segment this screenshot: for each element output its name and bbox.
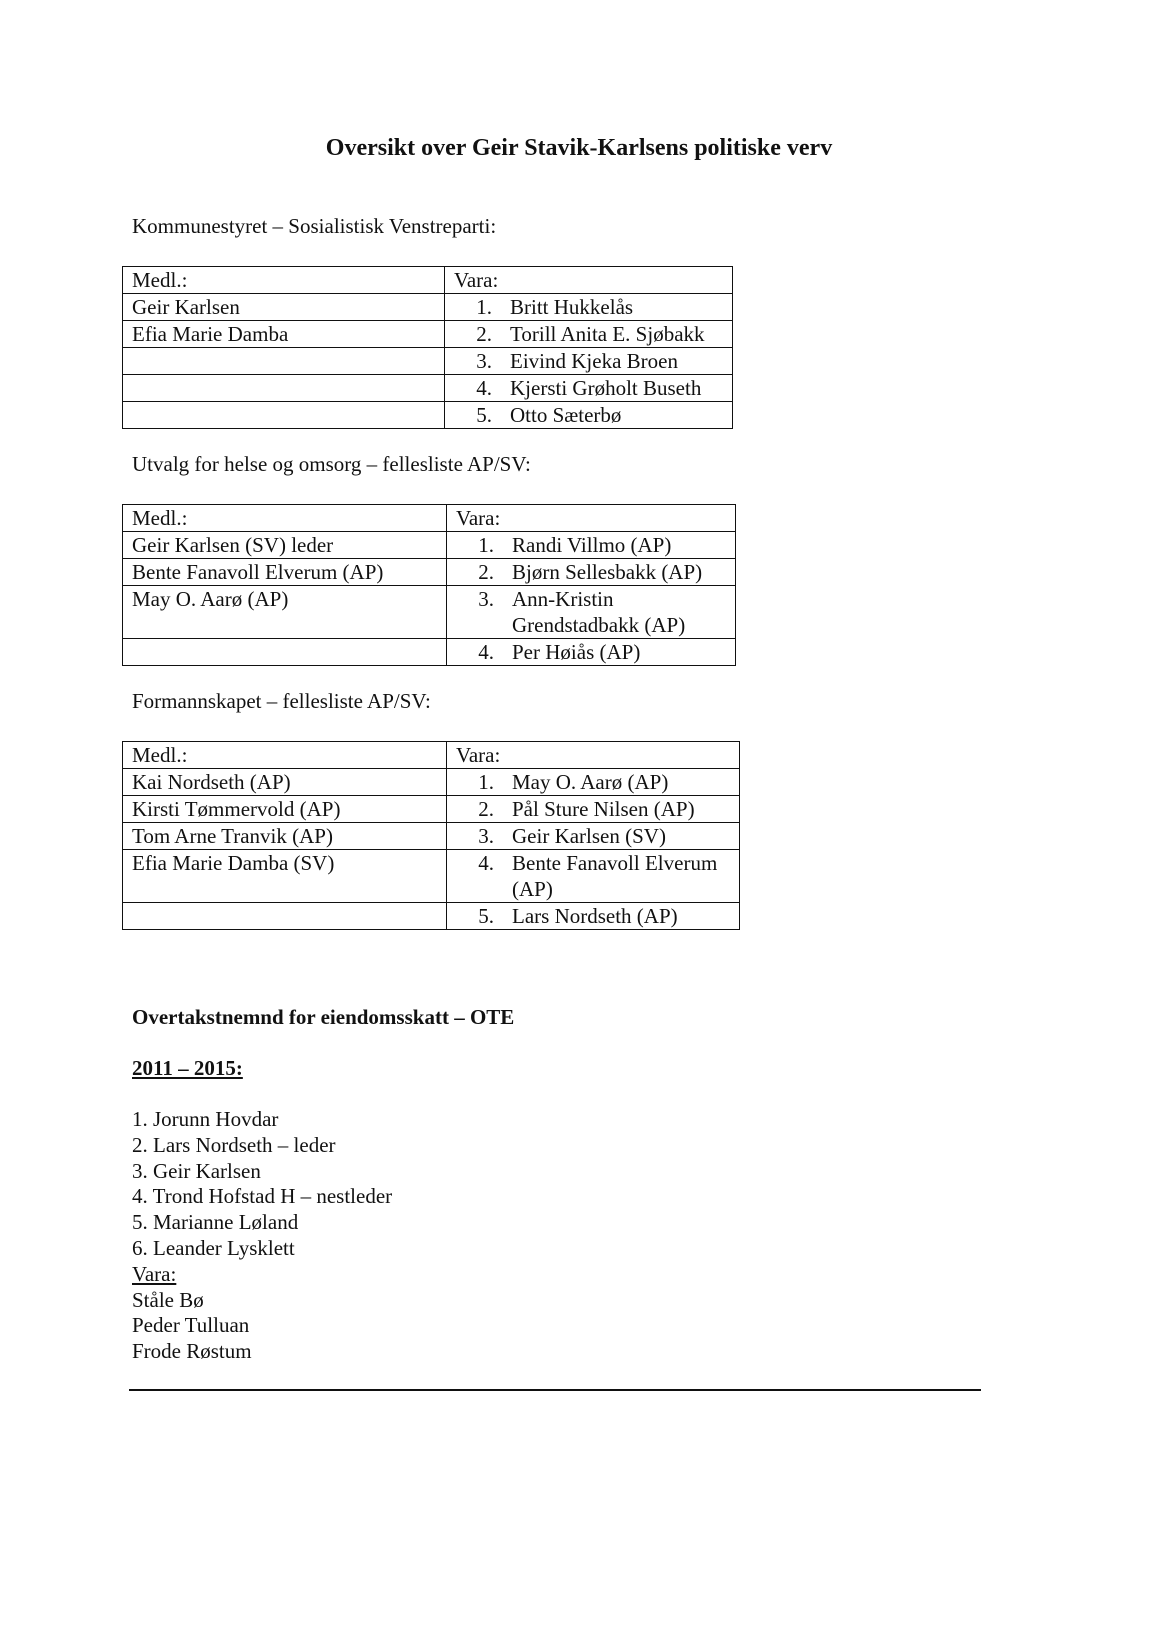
table-row (123, 348, 733, 375)
vara-number: 3. (478, 587, 494, 611)
vara-number: 1. (478, 533, 494, 557)
ote-list (132, 1107, 392, 1365)
vara-entry (454, 294, 732, 320)
section-heading: Kommunestyret – Sosialistisk Venstreparti: (132, 214, 497, 238)
table-header-row (123, 267, 733, 294)
medl-header: Medl.: (123, 742, 447, 769)
medl-cell: Kirsti Tømmervold (AP) (123, 796, 447, 823)
page-title: Oversikt over Geir Stavik-Karlsens politiske verv (325, 135, 833, 161)
table-row (123, 532, 736, 559)
vara-cell (447, 532, 736, 559)
medl-cell: May O. Aarø (AP) (123, 586, 447, 639)
section-heading: Formannskapet – fellesliste AP/SV: (132, 689, 431, 713)
medl-cell (123, 903, 447, 930)
vara-number: 1. (478, 770, 494, 794)
vara-number: 3. (478, 824, 494, 848)
table-header-row (123, 505, 736, 532)
medl-cell (123, 348, 445, 375)
ote-period: 2011 – 2015: (132, 1056, 243, 1080)
vara-name: May O. Aarø (AP) (512, 770, 669, 794)
vara-name: Bjørn Sellesbakk (AP) (512, 560, 703, 584)
vara-cell (447, 559, 736, 586)
vara-name: Kjersti Grøholt Buseth (510, 376, 702, 400)
vara-name: Ann-Kristin Grendstadbakk (AP) (512, 587, 686, 637)
ote-vara: Ståle Bø (132, 1287, 204, 1312)
vara-name: Britt Hukkelås (510, 295, 634, 319)
vara-cell (445, 294, 733, 321)
vara-name: Otto Sæterbø (510, 403, 622, 427)
table-row (123, 850, 740, 903)
medl-cell: Efia Marie Damba (SV) (123, 850, 447, 903)
ote-vara: Peder Tulluan (132, 1313, 250, 1338)
vara-number: 4. (476, 376, 492, 400)
vara-number: 2. (478, 797, 494, 821)
vara-cell (445, 348, 733, 375)
ote-vara-label: Vara: (132, 1261, 177, 1286)
vara-name: Per Høiås (AP) (512, 640, 641, 664)
vara-name: Bente Fanavoll Elverum (AP) (512, 851, 718, 901)
table-row (123, 769, 740, 796)
medl-header: Medl.: (123, 267, 445, 294)
vara-number: 4. (478, 640, 494, 664)
medl-header: Medl.: (123, 505, 447, 532)
table-row (123, 375, 733, 402)
vara-cell (447, 903, 740, 930)
vara-entry (456, 532, 735, 558)
vara-cell (445, 321, 733, 348)
vara-cell (447, 850, 740, 903)
vara-name: Lars Nordseth (AP) (512, 904, 678, 928)
table-row (123, 402, 733, 429)
medl-cell: Geir Karlsen (123, 294, 445, 321)
table-row (123, 903, 740, 930)
medl-cell (123, 375, 445, 402)
table-row (123, 639, 736, 666)
vara-cell (447, 769, 740, 796)
vara-entry (456, 586, 735, 638)
section-heading: Utvalg for helse og omsorg – fellesliste AP/SV: (132, 452, 531, 476)
table-row (123, 559, 736, 586)
vara-cell (447, 823, 740, 850)
medl-cell (123, 639, 447, 666)
vara-header: Vara: (447, 742, 740, 769)
vara-entry (454, 348, 732, 374)
vara-entry (456, 850, 739, 902)
medl-cell: Kai Nordseth (AP) (123, 769, 447, 796)
vara-header: Vara: (445, 267, 733, 294)
vara-name: Randi Villmo (AP) (512, 533, 672, 557)
table-row (123, 586, 736, 639)
ote-member: 5. Marianne Løland (132, 1210, 299, 1235)
formannskapet-table (122, 741, 740, 930)
medl-cell (123, 402, 445, 429)
table-header-row (123, 742, 740, 769)
vara-name: Torill Anita E. Sjøbakk (510, 322, 705, 346)
vara-name: Geir Karlsen (SV) (512, 824, 666, 848)
medl-cell: Bente Fanavoll Elverum (AP) (123, 559, 447, 586)
table-row (123, 294, 733, 321)
vara-cell (445, 375, 733, 402)
ote-member: 6. Leander Lysklett (132, 1235, 295, 1260)
vara-entry (456, 796, 739, 822)
vara-number: 2. (476, 322, 492, 346)
vara-entry (454, 402, 732, 428)
vara-entry (456, 559, 735, 585)
table-row (123, 796, 740, 823)
ote-member: 4. Trond Hofstad H – nestleder (132, 1184, 393, 1209)
vara-number: 2. (478, 560, 494, 584)
vara-entry (454, 375, 732, 401)
vara-entry (456, 639, 735, 665)
helse-omsorg-table (122, 504, 736, 666)
vara-entry (456, 823, 739, 849)
vara-entry (454, 321, 732, 347)
table-row (123, 321, 733, 348)
kommunestyret-table (122, 266, 733, 429)
ote-member: 2. Lars Nordseth – leder (132, 1132, 336, 1157)
vara-cell (447, 639, 736, 666)
vara-cell (445, 402, 733, 429)
vara-entry (456, 903, 739, 929)
vara-number: 4. (478, 851, 494, 875)
medl-cell: Efia Marie Damba (123, 321, 445, 348)
vara-number: 5. (478, 904, 494, 928)
vara-number: 1. (476, 295, 492, 319)
ote-member: 1. Jorunn Hovdar (132, 1107, 279, 1131)
vara-header: Vara: (447, 505, 736, 532)
vara-cell (447, 796, 740, 823)
ote-member: 3. Geir Karlsen (132, 1158, 261, 1183)
medl-cell: Geir Karlsen (SV) leder (123, 532, 447, 559)
medl-cell: Tom Arne Tranvik (AP) (123, 823, 447, 850)
horizontal-rule (129, 1389, 981, 1391)
vara-name: Pål Sture Nilsen (AP) (512, 797, 695, 821)
vara-name: Eivind Kjeka Broen (510, 349, 678, 373)
vara-number: 5. (476, 403, 492, 427)
vara-cell (447, 586, 736, 639)
vara-entry (456, 769, 739, 795)
ote-heading: Overtakstnemnd for eiendomsskatt – OTE (132, 1005, 515, 1029)
vara-number: 3. (476, 349, 492, 373)
table-row (123, 823, 740, 850)
ote-vara: Frode Røstum (132, 1339, 252, 1364)
